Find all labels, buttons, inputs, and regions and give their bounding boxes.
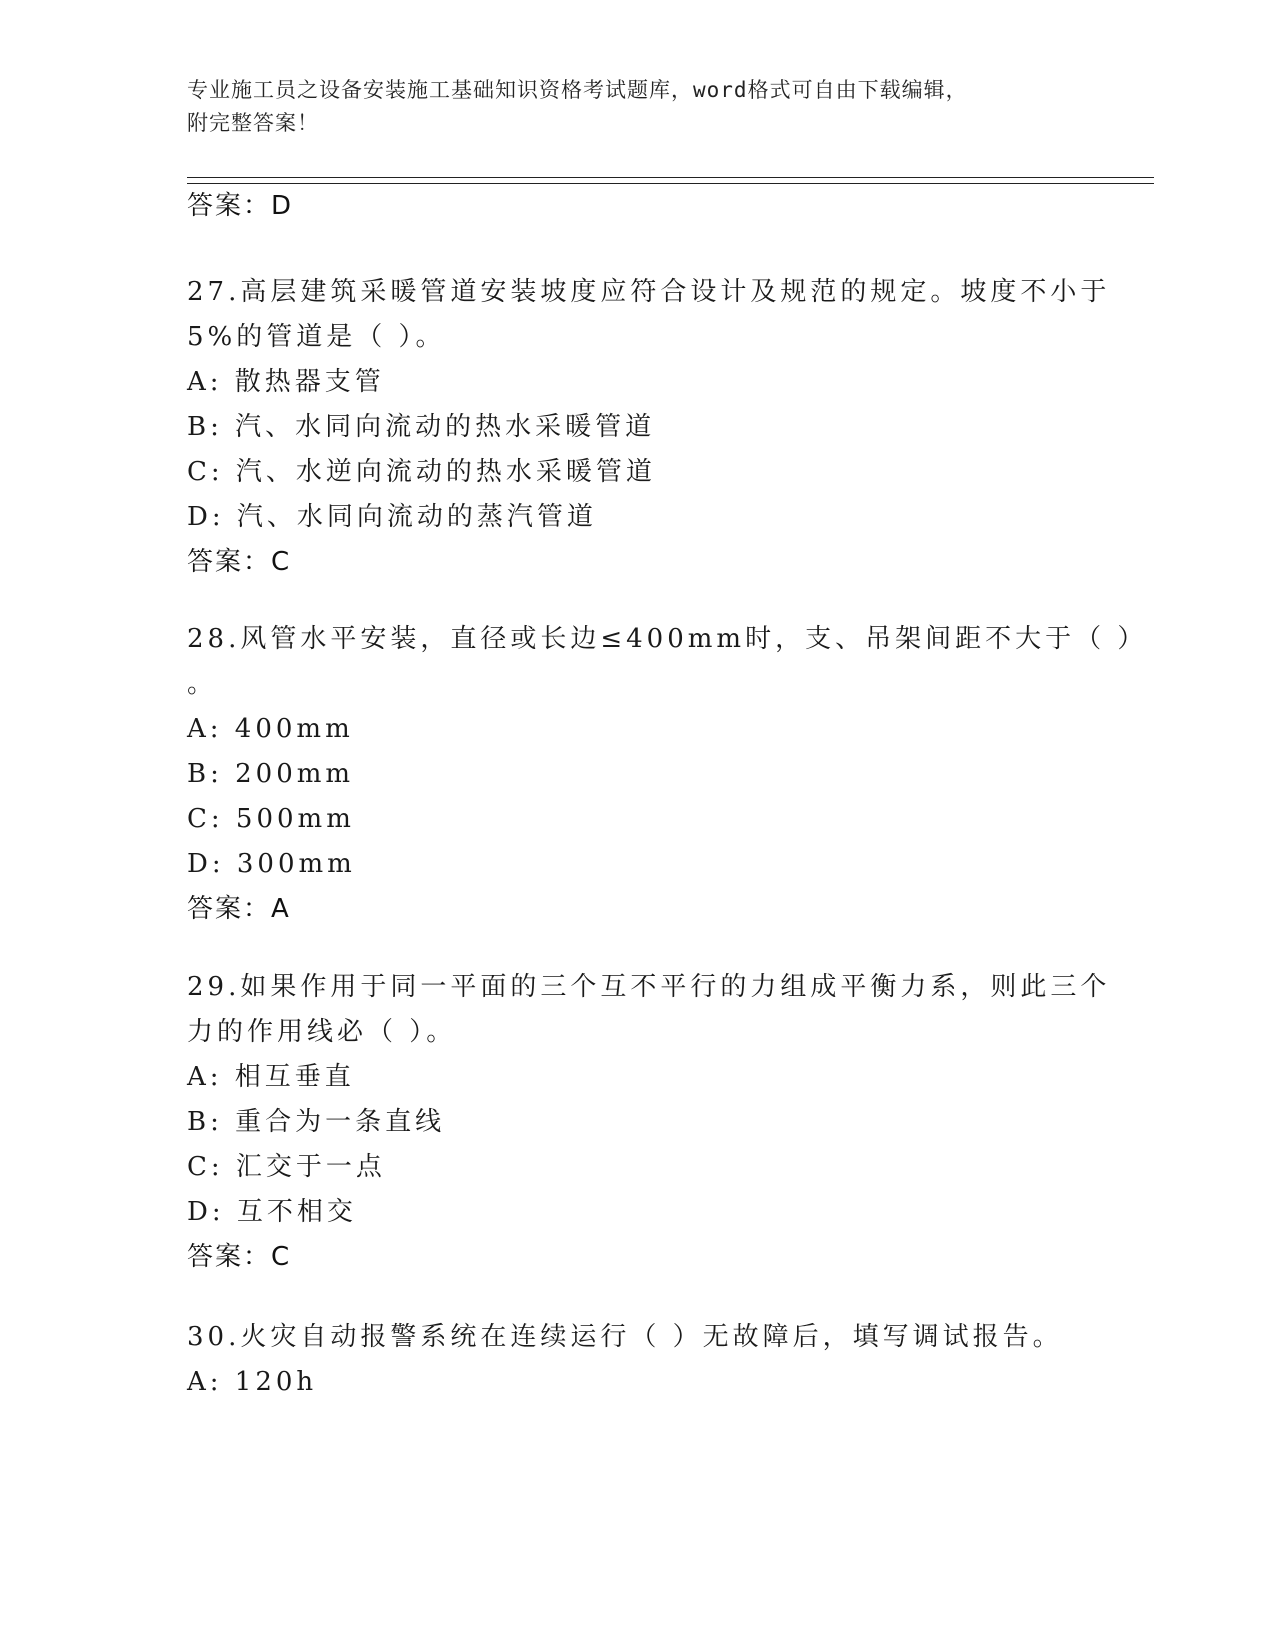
question-stem: 。 [187, 669, 218, 699]
document-header [187, 74, 1067, 140]
question-stem: 28.风管水平安装，直径或长边≤400mm时，支、吊架间距不大于（ ） [187, 624, 1148, 654]
option-d: D: 互不相交 [187, 1197, 357, 1227]
answer-label: 答案：C [187, 547, 292, 577]
answer-label: 答案：A [187, 894, 291, 924]
question-28 [187, 617, 1148, 932]
header-line-2: 附完整答案！ [187, 111, 319, 135]
option-d: D: 汽、水同向流动的蒸汽管道 [187, 502, 597, 532]
option-b: B: 200mm [187, 759, 355, 789]
question-stem: 力的作用线必（ ）。 [187, 1017, 457, 1047]
question-stem: 27.高层建筑采暖管道安装坡度应符合设计及规范的规定。坡度不小于 [187, 277, 1111, 307]
question-30 [187, 1315, 1087, 1405]
option-c: C: 500mm [187, 804, 355, 834]
answer-label: 答案：C [187, 1242, 292, 1272]
question-stem: 29.如果作用于同一平面的三个互不平行的力组成平衡力系，则此三个 [187, 972, 1111, 1002]
option-d: D: 300mm [187, 849, 356, 879]
header-line-1: 专业施工员之设备安装施工基础知识资格考试题库，word格式可自由下载编辑， [187, 78, 968, 102]
option-b: B: 重合为一条直线 [187, 1107, 446, 1137]
option-a: A: 散热器支管 [187, 367, 385, 397]
answer-label: 答案：D [187, 191, 294, 221]
previous-answer-block [187, 184, 1087, 229]
question-stem: 5%的管道是（ ）。 [187, 322, 446, 352]
option-c: C: 汇交于一点 [187, 1152, 386, 1182]
option-a: A: 相互垂直 [187, 1062, 355, 1092]
header-divider-top [187, 177, 1154, 178]
option-a: A: 120h [187, 1367, 318, 1397]
question-29 [187, 965, 1111, 1280]
question-stem: 30.火灾自动报警系统在连续运行（ ）无故障后，填写调试报告。 [187, 1322, 1063, 1352]
option-a: A: 400mm [187, 714, 354, 744]
option-b: B: 汽、水同向流动的热水采暖管道 [187, 412, 656, 442]
option-c: C: 汽、水逆向流动的热水采暖管道 [187, 457, 656, 487]
question-27 [187, 270, 1111, 585]
